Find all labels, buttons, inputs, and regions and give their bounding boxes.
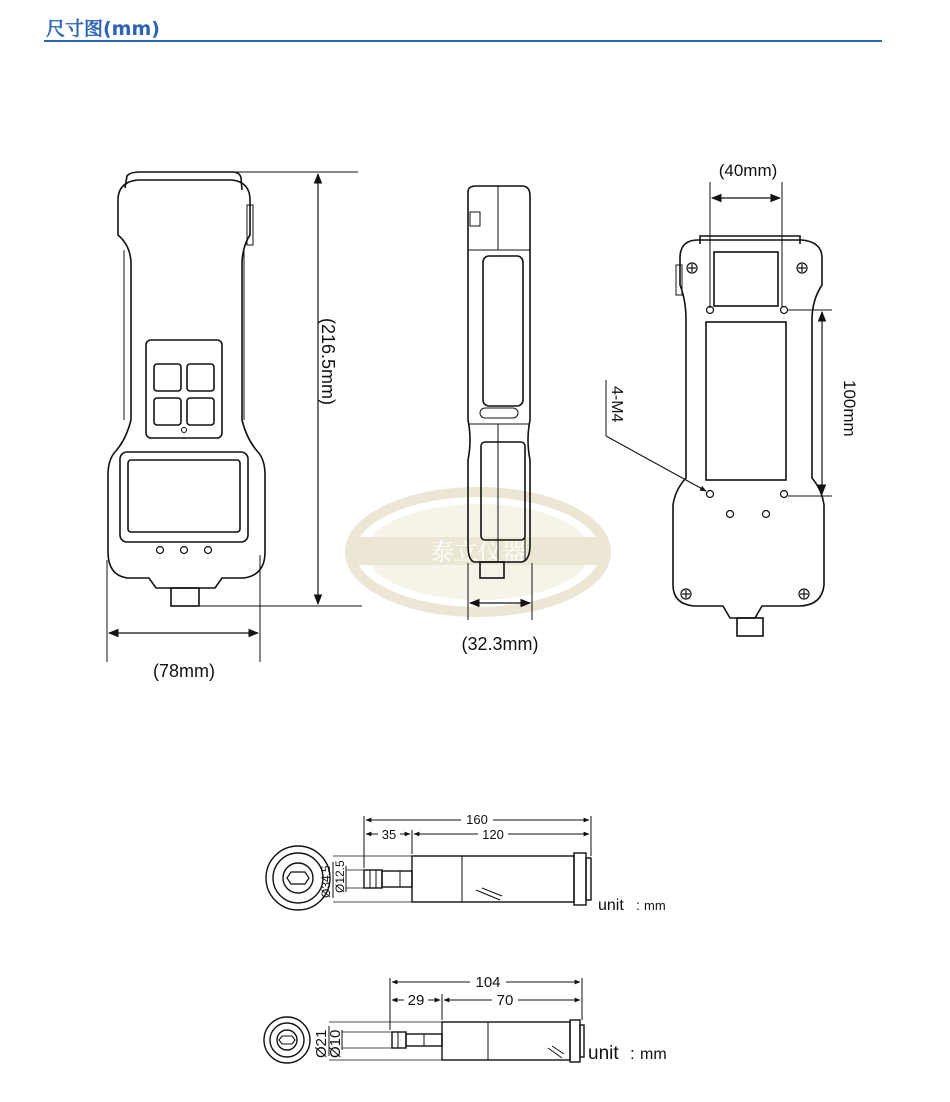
back-hole-height-label: 100mm: [840, 380, 859, 437]
small-segment-b: 70: [496, 992, 514, 1009]
page-title: 尺寸图(mm): [46, 18, 160, 40]
sensor-large: [266, 816, 591, 910]
back-view: [606, 182, 832, 636]
small-diameter-outer: Ø21: [313, 1029, 330, 1058]
small-diameter-inner: Ø10: [327, 1029, 344, 1058]
watermark-text: 泰立仪器: [430, 538, 526, 566]
large-unit-value: mm: [644, 898, 666, 913]
large-diameter-inner: Ø12.5: [333, 860, 347, 893]
front-width-label: (78mm): [153, 661, 215, 681]
svg-text::: :: [630, 1044, 635, 1063]
side-depth-label: (32.3mm): [461, 634, 539, 654]
front-height-label: (216.5mm): [318, 318, 338, 406]
large-segment-a: 35: [381, 827, 397, 842]
sensor-small: [264, 978, 584, 1063]
svg-text::: :: [636, 897, 640, 913]
small-overall-length: 104: [475, 974, 501, 991]
large-overall-length: 160: [466, 812, 488, 827]
watermark-logo: [350, 492, 606, 612]
back-thread-label: 4-M4: [608, 386, 625, 423]
front-view: [107, 172, 362, 662]
sensor-large-labels: [319, 812, 666, 914]
small-unit-value: mm: [640, 1046, 667, 1063]
small-segment-a: 29: [407, 992, 425, 1009]
large-segment-b: 120: [482, 827, 504, 842]
small-unit-label: unit: [588, 1043, 619, 1064]
large-diameter-outer: Ø34.5: [319, 865, 333, 898]
back-hole-width-label: (40mm): [718, 161, 778, 180]
large-unit-label: unit: [598, 897, 624, 914]
sensor-small-labels: [313, 973, 667, 1064]
